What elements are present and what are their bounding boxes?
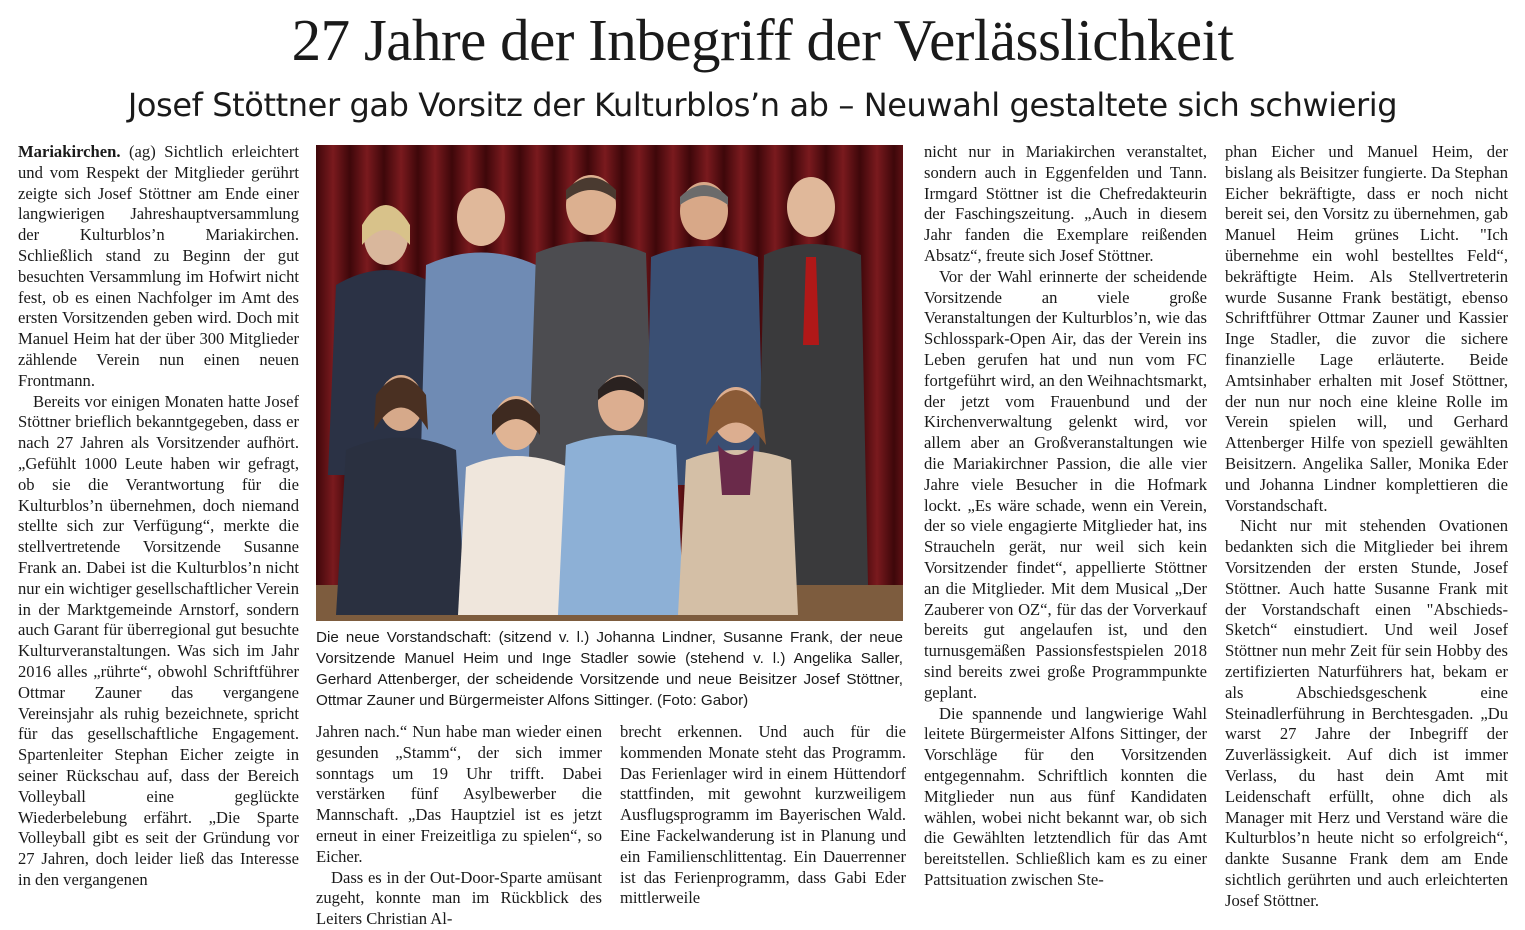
- photo-credit: (Foto: Gabor): [657, 692, 749, 709]
- article-column-4: [924, 142, 1207, 928]
- article-column-1: [18, 142, 299, 928]
- group-photo: [316, 145, 903, 621]
- article-paragraph: phan Eicher und Manuel Heim, der bislang als Beisitzer fungierte. Da Stephan Eicher bekräftigte, dass er noch nicht bereit sei, den Vorsitz zu übernehmen, gab Manuel Heim grünes Licht. "Ich übernehme ein wohl bestelltes Feld“, bekräftigte Heim. Als Stellvertreterin wurde Susanne Frank bestätigt, ebenso Schriftführer Ottmar Zauner und Kassier Inge Stadler, die zuvor die sichere finanzielle Lage erläuterte. Beide Amtsinhaber erhalten mit Josef Stöttner, der nun nur noch eine kleine Rolle im Verein spielen will, und Gerhard Attenberger Hilfe von speziell gewählten Beisitzern. Angelika Saller, Monika Eder und Johanna Lindner komplettieren die Vorstandschaft.: [1225, 142, 1508, 515]
- article-column-3: [620, 722, 906, 928]
- headline: 27 Jahre der Inbegriff der Verlässlichkeit: [291, 7, 1234, 73]
- article-paragraph: Dass es in der Out-Door-Sparte amüsant zugeht, konnte man im Rückblick des Leiters Christian Al-: [316, 867, 602, 928]
- article-paragraph: Die spannende und langwierige Wahl leitete Bürgermeister Alfons Sittinger, der Vorschläge für den Vorsitzenden entgegennahm. Schriftlich konnten die Mitglieder nun aus fünf Kandidaten wählen, wobei nicht bekannt war, ob sich die Gewählten letztendlich für das Amt bereitstellen. Schließlich kam es zu einer Pattsituation zwischen Ste-: [924, 703, 1207, 889]
- article-column-5: [1225, 142, 1508, 928]
- article-paragraph: [18, 142, 299, 392]
- subheadline: Josef Stöttner gab Vorsitz der Kulturblos’n ab – Neuwahl gestaltete sich schwierig: [127, 86, 1398, 124]
- article-paragraph: Bereits vor einigen Monaten hatte Josef Stöttner brieflich bekanntgegeben, dass er nach 27 Jahren als Vorsitzender aufhört. „Gefühlt 1000 Leute haben wir gefragt, ob sie die Verantwortung für die Kulturblos’n übernehmen, doch niemand stellte sich zur Verfügung“, merkte die stellvertretende Vorsitzende Susanne Frank an. Dabei ist die Kulturblos’n nicht nur ein wichtiger gesellschaftlicher Verein in der Marktgemeinde Arnstorf, sondern auch Garant für überregional gut besuchte Kulturveranstaltungen. Was sich im Jahr 2016 alles „rührte“, obwohl Schriftführer Ottmar Zauner das vergangene Vereinsjahr als ruhig bezeichnete, spricht für das gesellschaftliche Engagement. Spartenleiter Stephan Eicher zeigte in seiner Rückschau auf, dass der Bereich Volleyball eine geglückte Wiederbelebung erfährt. „Die Sparte Volleyball gibt es seit der Gründung vor 27 Jahren, doch leider ließ das Interesse in den vergangenen: [18, 391, 299, 889]
- article-paragraph: Vor der Wahl erinnerte der scheidende Vorsitzende an viele große Veranstaltungen der Kulturblos’n, wie das Schlosspark-Open Air, das der Verein ins Leben gerufen hat und nun vom FC fortgeführt wird, an den Weihnachtsmarkt, der jetzt vom Frauenbund und der Kirchenverwaltung gelenkt wird, vor allem aber an Großveranstaltungen wie die Mariakirchner Passion, die alle vier Jahre viele Besucher in die Hofmark lockt. „Es wäre schade, wenn ein Verein, der so viele engagierte Mitglieder hat, ins Straucheln gerät, nur weil sich kein Vorsitzender findet“, appellierte Stöttner an die Mitglieder. Mit dem Musical „Der Zauberer von OZ“, für das der Vorverkauf bereits gut angelaufen ist, und den turnusgemäßen Passionsfestspielen 2018 sind bereits zwei große Programmpunkte geplant.: [924, 266, 1207, 702]
- caption-text: Die neue Vorstandschaft: (sitzend v. l.) Johanna Lindner, Susanne Frank, der neue Vorsitzende Manuel Heim und Inge Stadler sowie (stehend v. l.) Angelika Saller, Gerhard Attenberger, der scheidende Vorsitzende und neue Beisitzer Josef Stöttner, Ottmar Zauner und Bürgermeister Alfons Sittinger.: [316, 629, 903, 709]
- article-column-2: [316, 722, 602, 928]
- article-paragraph: brecht erkennen. Und auch für die kommenden Monate steht das Programm. Das Ferienlager wird in einem Hüttendorf stattfinden, mit gewohnt kurzweiligem Ausflugsprogramm im Bayerischen Wald. Eine Fackelwanderung ist in Planung und ein Familienschlittentag. Ein Dauerrenner ist das Ferienprogramm, dass Gabi Eder mittlerweile: [620, 722, 906, 908]
- paragraph-text: (ag) Sichtlich erleichtert und vom Respekt der Mitglieder gerührt zeigte sich Josef Stöttner am Ende einer langwierigen Jahreshauptversammlung der Kulturblos’n Mariakirchen. Schließlich stand zu Beginn der gut besuchten Versammlung im Hofwirt nicht fest, ob es einen Nachfolger im Amt des ersten Vorsitzenden geben wird. Doch mit Manuel Heim hat der über 300 Mitglieder zählende Verein nun einen neuen Frontmann.: [18, 142, 299, 390]
- article-paragraph: nicht nur in Mariakirchen veranstaltet, sondern auch in Eggenfelden und Tann. Irmgard Stöttner ist die Chefredakteurin der Faschingszeitung. „Auch in diesem Jahr fanden die Exemplare reißenden Absatz“, freute sich Josef Stöttner.: [924, 142, 1207, 265]
- dateline: Mariakirchen.: [18, 142, 121, 161]
- photo-caption: [316, 627, 903, 711]
- article-paragraph: Jahren nach.“ Nun habe man wieder einen gesunden „Stamm“, der sich immer sonntags um 19 Uhr trifft. Dabei verstärken fünf Asylbewerber die Mannschaft. „Das Hauptziel ist es jetzt erneut in einer Freizeitliga zu spielen“, so Eicher.: [316, 722, 602, 866]
- article-paragraph: Nicht nur mit stehenden Ovationen bedankten sich die Mitglieder bei ihrem Vorsitzenden der ersten Stunde, Josef Stöttner. Auch hatte Susanne Frank mit der Vorstandschaft einen "Abschieds-Sketch“ einstudiert. Und weil Josef Stöttner nun mehr Zeit für sein Hobby des zertifizierten Naturführers hat, bekam er als Abschiedsgeschenk eine Steinadlerführung in Berchtesgaden. „Du warst 27 Jahre der Inbegriff der Zuverlässigkeit. Auf dich ist immer Verlass, du hast dein Amt mit Leidenschaft erfüllt, ohne dich als Manager mit Herz und Verstand wäre die Kulturblos’n heute nicht so erfolgreich“, dankte Susanne Frank dem am Ende sichtlich gerührten und auch erleichterten Josef Stöttner.: [1225, 516, 1508, 910]
